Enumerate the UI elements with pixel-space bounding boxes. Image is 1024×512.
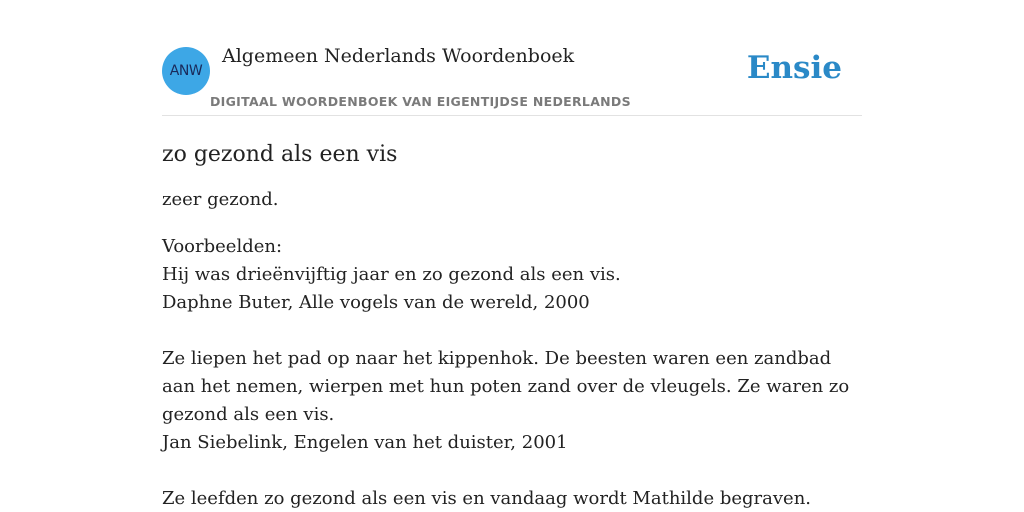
anw-logo[interactable]: ANW — [162, 47, 210, 95]
example-item — [162, 485, 862, 512]
example-item — [162, 261, 862, 317]
example-source: Jan Siebelink, Engelen van het duister, 2001 — [162, 432, 568, 453]
entry-content — [162, 136, 862, 512]
site-title[interactable]: Algemeen Nederlands Woordenboek — [222, 45, 575, 67]
ensie-brand-logo[interactable]: Ensie — [746, 50, 842, 86]
site-subtitle: DIGITAAL WOORDENBOEK VAN EIGENTIJDSE NEDERLANDS — [210, 94, 631, 109]
entry-definition: zeer gezond. — [162, 189, 279, 210]
examples-section — [162, 233, 862, 512]
entry-headword: zo gezond als een vis — [162, 142, 398, 167]
example-source: Daphne Buter, Alle vogels van de wereld, 2000 — [162, 292, 590, 313]
example-item — [162, 345, 862, 457]
example-text: Ze leefden zo gezond als een vis en vandaag wordt Mathilde begraven. — [162, 488, 812, 509]
examples-label: Voorbeelden: — [162, 236, 283, 257]
example-text: Hij was drieënvijftig jaar en zo gezond als een vis. — [162, 264, 621, 285]
site-header — [162, 0, 862, 116]
example-text: Ze liepen het pad op naar het kippenhok. De beesten waren een zandbad aan het nemen, wierpen met hun poten zand over de vleugels. Ze waren zo gezond als een vis. — [162, 348, 850, 425]
